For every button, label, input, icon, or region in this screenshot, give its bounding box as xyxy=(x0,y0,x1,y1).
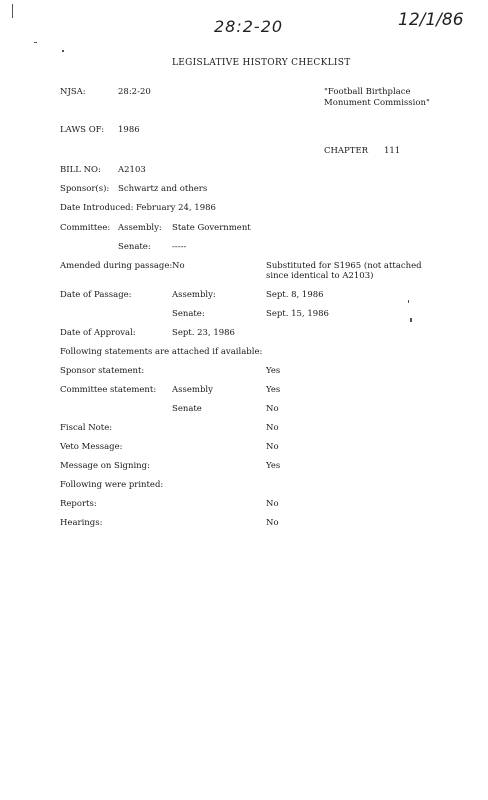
passage-label: Date of Passage: xyxy=(60,290,132,300)
reports-label: Reports: xyxy=(60,499,97,509)
committee-assembly-value: State Government xyxy=(172,223,251,233)
bill-no-label: BILL NO: xyxy=(60,165,101,175)
scan-speck xyxy=(34,42,37,43)
laws-of-value: 1986 xyxy=(118,125,140,135)
act-name-line1: "Football Birthplace xyxy=(324,87,411,97)
passage-senate-value: Sept. 15, 1986 xyxy=(266,309,329,319)
passage-senate-label: Senate: xyxy=(172,309,205,319)
chapter-value: 111 xyxy=(384,146,401,156)
veto-message-label: Veto Message: xyxy=(60,442,123,452)
njsa-label: NJSA: xyxy=(60,87,86,97)
following-attached-heading: Following statements are attached if available: xyxy=(60,347,263,357)
fiscal-note-label: Fiscal Note: xyxy=(60,423,113,433)
committee-statement-senate-label: Senate xyxy=(172,404,202,414)
date-introduced-value: February 24, 1986 xyxy=(136,203,216,213)
scan-speck xyxy=(410,318,412,322)
document-title: LEGISLATIVE HISTORY CHECKLIST xyxy=(172,58,351,68)
fiscal-note-value: No xyxy=(266,423,279,433)
approval-label: Date of Approval: xyxy=(60,328,136,338)
message-on-signing-label: Message on Signing: xyxy=(60,461,150,471)
laws-of-label: LAWS OF: xyxy=(60,125,105,135)
amended-value: No xyxy=(172,261,185,271)
handwritten-statute-number: 28:2-20 xyxy=(214,17,284,36)
passage-assembly-label: Assembly: xyxy=(172,290,216,300)
passage-assembly-value: Sept. 8, 1986 xyxy=(266,290,324,300)
veto-message-value: No xyxy=(266,442,279,452)
approval-value: Sept. 23, 1986 xyxy=(172,328,235,338)
act-name-line2: Monument Commission" xyxy=(324,98,430,108)
committee-statement-assembly-label: Assembly xyxy=(172,385,213,395)
committee-senate-value: ----- xyxy=(172,242,187,252)
committee-statement-senate-value: No xyxy=(266,404,279,414)
amended-note-line1: Substituted for S1965 (not attached xyxy=(266,261,422,271)
sponsor-statement-label: Sponsor statement: xyxy=(60,366,145,376)
message-on-signing-value: Yes xyxy=(266,461,281,471)
hearings-label: Hearings: xyxy=(60,518,103,528)
committee-assembly-label: Assembly: xyxy=(118,223,162,233)
hearings-value: No xyxy=(266,518,279,528)
sponsors-value: Schwartz and others xyxy=(118,184,208,194)
handwritten-date: 12/1/86 xyxy=(398,10,464,30)
committee-senate-label: Senate: xyxy=(118,242,151,252)
bill-no-value: A2103 xyxy=(118,165,146,175)
sponsor-statement-value: Yes xyxy=(266,366,281,376)
chapter-label: CHAPTER xyxy=(324,146,369,156)
margin-mark xyxy=(12,4,13,18)
njsa-value: 28:2-20 xyxy=(118,87,151,97)
committee-statement-label: Committee statement: xyxy=(60,385,157,395)
committee-statement-assembly-value: Yes xyxy=(266,385,281,395)
amended-note-line2: since identical to A2103) xyxy=(266,271,374,281)
scan-speck xyxy=(408,300,409,303)
reports-value: No xyxy=(266,499,279,509)
scan-speck xyxy=(62,50,64,52)
sponsors-label: Sponsor(s): xyxy=(60,184,110,194)
committee-label: Committee: xyxy=(60,223,111,233)
amended-label: Amended during passage: xyxy=(60,261,173,271)
following-printed-heading: Following were printed: xyxy=(60,480,164,490)
date-introduced-label: Date Introduced: xyxy=(60,203,134,213)
